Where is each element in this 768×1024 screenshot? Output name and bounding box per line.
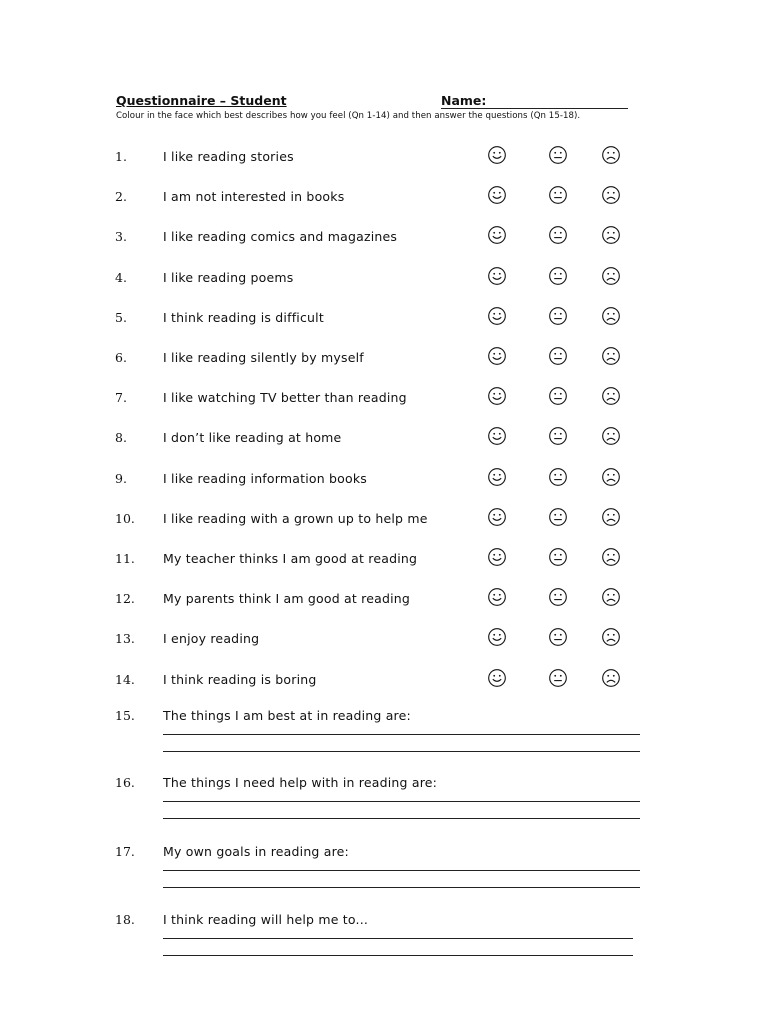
happy-face-icon[interactable]	[487, 145, 507, 165]
sad-face-icon[interactable]	[601, 145, 621, 165]
instructions-text: Colour in the face which best describes how you feel (Qn 1-14) and then answer the questions (Qn 15-18).	[116, 111, 581, 121]
question-number: 7.	[115, 390, 127, 405]
sad-face-icon[interactable]	[601, 547, 621, 567]
question-text: The things I am best at in reading are:	[163, 708, 411, 723]
rating-question-row	[0, 587, 768, 611]
question-number: 9.	[115, 471, 127, 486]
rating-question-row	[0, 386, 768, 410]
question-number: 5.	[115, 310, 127, 325]
happy-face-icon[interactable]	[487, 225, 507, 245]
question-number: 10.	[115, 511, 135, 526]
sad-face-icon[interactable]	[601, 668, 621, 688]
question-text: I like reading information books	[163, 471, 368, 486]
answer-line[interactable]	[163, 938, 633, 939]
happy-face-icon[interactable]	[487, 627, 507, 647]
sad-face-icon[interactable]	[601, 266, 621, 286]
sad-face-icon[interactable]	[601, 627, 621, 647]
happy-face-icon[interactable]	[487, 547, 507, 567]
question-text: My teacher thinks I am good at reading	[163, 551, 418, 566]
neutral-face-icon[interactable]	[548, 386, 568, 406]
question-text: I think reading is difficult	[163, 310, 324, 325]
rating-question-row	[0, 507, 768, 531]
happy-face-icon[interactable]	[487, 668, 507, 688]
rating-question-row	[0, 185, 768, 209]
question-text: I like watching TV better than reading	[163, 390, 407, 405]
open-question-row	[0, 704, 768, 724]
happy-face-icon[interactable]	[487, 507, 507, 527]
question-text: I like reading poems	[163, 270, 294, 285]
question-number: 1.	[115, 149, 127, 164]
question-number: 3.	[115, 229, 127, 244]
neutral-face-icon[interactable]	[548, 668, 568, 688]
sad-face-icon[interactable]	[601, 587, 621, 607]
question-number: 4.	[115, 270, 127, 285]
answer-line[interactable]	[163, 870, 640, 871]
question-text: My parents think I am good at reading	[163, 591, 411, 606]
neutral-face-icon[interactable]	[548, 467, 568, 487]
rating-question-row	[0, 668, 768, 692]
sad-face-icon[interactable]	[601, 225, 621, 245]
rating-question-row	[0, 266, 768, 290]
neutral-face-icon[interactable]	[548, 547, 568, 567]
question-text: The things I need help with in reading are:	[163, 775, 438, 790]
happy-face-icon[interactable]	[487, 467, 507, 487]
rating-question-row	[0, 306, 768, 330]
sad-face-icon[interactable]	[601, 507, 621, 527]
sad-face-icon[interactable]	[601, 346, 621, 366]
sad-face-icon[interactable]	[601, 306, 621, 326]
open-question-row	[0, 771, 768, 791]
answer-line[interactable]	[163, 955, 633, 956]
rating-question-row	[0, 467, 768, 491]
happy-face-icon[interactable]	[487, 587, 507, 607]
neutral-face-icon[interactable]	[548, 266, 568, 286]
happy-face-icon[interactable]	[487, 266, 507, 286]
happy-face-icon[interactable]	[487, 306, 507, 326]
question-text: My own goals in reading are:	[163, 844, 349, 859]
question-text: I am not interested in books	[163, 189, 345, 204]
answer-line[interactable]	[163, 801, 640, 802]
rating-question-row	[0, 145, 768, 169]
sad-face-icon[interactable]	[601, 386, 621, 406]
question-text: I like reading comics and magazines	[163, 229, 398, 244]
rating-question-row	[0, 225, 768, 249]
question-text: I like reading with a grown up to help me	[163, 511, 428, 526]
neutral-face-icon[interactable]	[548, 185, 568, 205]
question-number: 13.	[115, 631, 135, 646]
happy-face-icon[interactable]	[487, 426, 507, 446]
happy-face-icon[interactable]	[487, 346, 507, 366]
happy-face-icon[interactable]	[487, 386, 507, 406]
name-field[interactable]	[441, 108, 628, 109]
neutral-face-icon[interactable]	[548, 627, 568, 647]
neutral-face-icon[interactable]	[548, 306, 568, 326]
neutral-face-icon[interactable]	[548, 346, 568, 366]
question-number: 11.	[115, 551, 135, 566]
sad-face-icon[interactable]	[601, 467, 621, 487]
neutral-face-icon[interactable]	[548, 507, 568, 527]
question-text: I don’t like reading at home	[163, 430, 342, 445]
question-number: 16.	[115, 775, 135, 790]
page-title: Questionnaire – Student	[116, 93, 287, 108]
question-number: 15.	[115, 708, 135, 723]
question-text: I like reading silently by myself	[163, 350, 364, 365]
question-number: 2.	[115, 189, 127, 204]
question-number: 6.	[115, 350, 127, 365]
answer-line[interactable]	[163, 734, 640, 735]
open-question-row	[0, 840, 768, 860]
question-number: 8.	[115, 430, 127, 445]
neutral-face-icon[interactable]	[548, 587, 568, 607]
answer-line[interactable]	[163, 887, 640, 888]
answer-line[interactable]	[163, 751, 640, 752]
sad-face-icon[interactable]	[601, 185, 621, 205]
neutral-face-icon[interactable]	[548, 225, 568, 245]
rating-question-row	[0, 627, 768, 651]
question-number: 17.	[115, 844, 135, 859]
sad-face-icon[interactable]	[601, 426, 621, 446]
rating-question-row	[0, 426, 768, 450]
question-text: I think reading will help me to...	[163, 912, 369, 927]
answer-line[interactable]	[163, 818, 640, 819]
happy-face-icon[interactable]	[487, 185, 507, 205]
neutral-face-icon[interactable]	[548, 145, 568, 165]
question-text: I think reading is boring	[163, 672, 317, 687]
rating-question-row	[0, 547, 768, 571]
neutral-face-icon[interactable]	[548, 426, 568, 446]
question-number: 18.	[115, 912, 135, 927]
open-question-row	[0, 908, 768, 928]
question-number: 14.	[115, 672, 135, 687]
question-text: I like reading stories	[163, 149, 294, 164]
name-label: Name:	[441, 93, 487, 108]
question-number: 12.	[115, 591, 135, 606]
question-text: I enjoy reading	[163, 631, 260, 646]
rating-question-row	[0, 346, 768, 370]
